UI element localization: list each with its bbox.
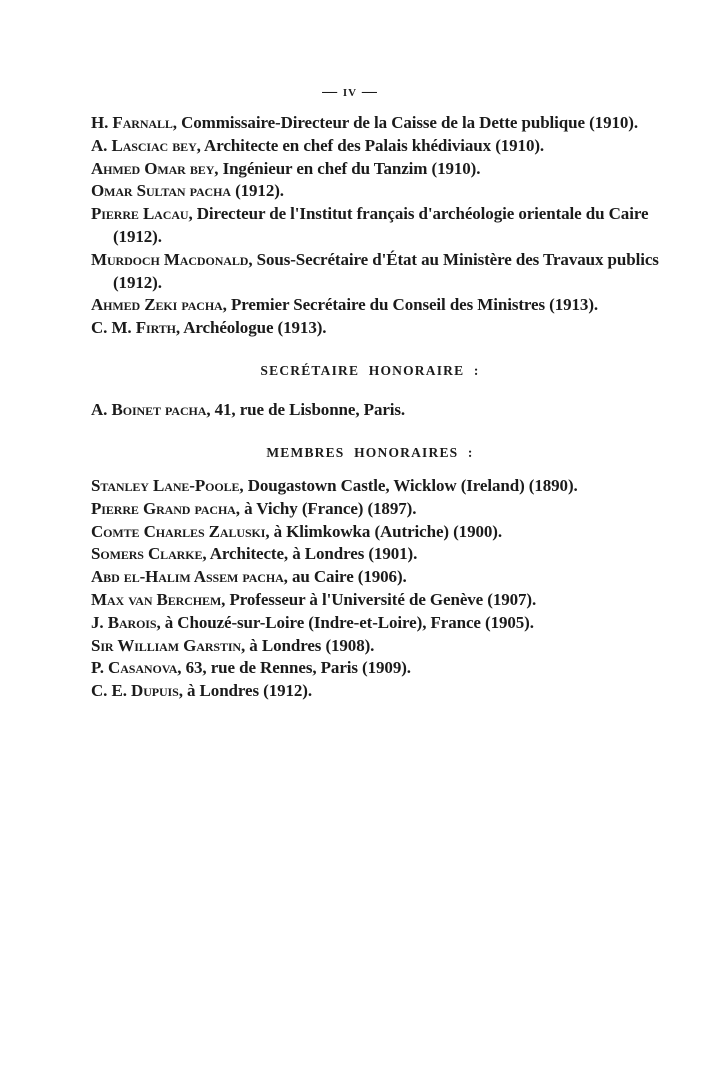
member-entry [91, 657, 649, 680]
member-role: , Dougastown Castle, Wicklow (Ireland) (1890). [239, 476, 578, 495]
member-entry [91, 249, 659, 295]
member-name: A. Boinet pacha [91, 400, 207, 419]
secretaire-honoraire-heading: SECRÉTAIRE HONORAIRE : [260, 363, 480, 378]
member-entry [91, 135, 649, 158]
member-role: , Commissaire-Directeur de la Caisse de la Dette publique (1910). [172, 113, 638, 132]
page-number: — iv — [322, 84, 378, 100]
member-role: , à Vichy (France) (1897). [235, 498, 417, 518]
member-entry [91, 317, 649, 340]
member-name: Pierre Grand pacha [91, 498, 236, 518]
member-role: , Archéologue (1913). [175, 318, 327, 338]
member-entry [91, 680, 649, 703]
membres-honoraires-heading: MEMBRES HONORAIRES : [266, 445, 474, 460]
member-role: , 41, rue de Lisbonne, Paris. [206, 400, 406, 419]
member-role: , à Londres (1912). [178, 681, 313, 701]
member-role: , Architecte, à Londres (1901). [202, 544, 418, 564]
member-name: Omar Sultan pacha [91, 181, 231, 201]
member-role: , à Londres (1908). [241, 635, 375, 655]
member-role: , Ingénieur en chef du Tanzim (1910). [214, 158, 481, 178]
member-entry [91, 294, 649, 317]
member-role: , à Chouzé-sur-Loire (Indre-et-Loire), France (1905). [156, 612, 534, 632]
member-name: Pierre Lacau [91, 204, 189, 224]
member-role: , au Caire (1906). [283, 567, 407, 587]
member-name: P. Casanova [91, 658, 178, 678]
member-name: A. Lasciac bey [91, 135, 197, 155]
member-role: , Professeur à l'Université de Genève (1907). [221, 589, 537, 609]
member-role: , Directeur de l'Institut français d'archéologie orientale du Caire [188, 204, 649, 224]
membres-honoraires-list [91, 475, 649, 703]
member-name: J. Barois [91, 612, 157, 632]
member-name: Murdoch Macdonald [91, 249, 249, 269]
committee-members-list [91, 112, 659, 340]
continuation-line: (1912). [113, 226, 162, 246]
member-entry [91, 180, 649, 203]
member-entry [91, 589, 649, 612]
member-entry [91, 399, 649, 422]
member-entry [91, 112, 649, 135]
member-role: , Sous-Secrétaire d'État au Ministère des Travaux publics [248, 249, 659, 269]
member-name: H. Farnall [91, 113, 173, 132]
member-role: , 63, rue de Rennes, Paris (1909). [177, 658, 411, 678]
member-name: Somers Clarke [91, 544, 203, 564]
member-entry [91, 158, 649, 181]
member-entry [91, 635, 649, 658]
member-name: Comte Charles Zaluski [91, 521, 266, 541]
member-name: Ahmed Zeki pacha [91, 295, 223, 315]
member-name: C. E. Dupuis [91, 681, 179, 701]
member-role: , à Klimkowka (Autriche) (1900). [265, 521, 502, 541]
member-role: , Premier Secrétaire du Conseil des Ministres (1913). [222, 295, 599, 315]
member-name: Stanley Lane-Poole [91, 476, 240, 495]
member-role: (1912). [230, 181, 284, 201]
member-role: , Architecte en chef des Palais khédiviaux (1910). [196, 135, 545, 155]
member-name: Ahmed Omar bey [91, 158, 215, 178]
member-name: C. M. Firth [91, 318, 176, 338]
continuation-line: (1912). [113, 272, 162, 292]
member-entry [91, 203, 649, 249]
member-entry [91, 543, 649, 566]
member-name: Max van Berchem [91, 589, 222, 609]
member-name: Sir William Garstin [91, 635, 241, 655]
member-entry [91, 498, 649, 521]
member-entry [91, 612, 649, 635]
member-entry [91, 475, 649, 498]
member-name: Abd el-Halim Assem pacha [91, 567, 284, 587]
member-entry [91, 521, 649, 544]
secretaire-honoraire-list [91, 399, 649, 422]
member-entry [91, 566, 649, 589]
